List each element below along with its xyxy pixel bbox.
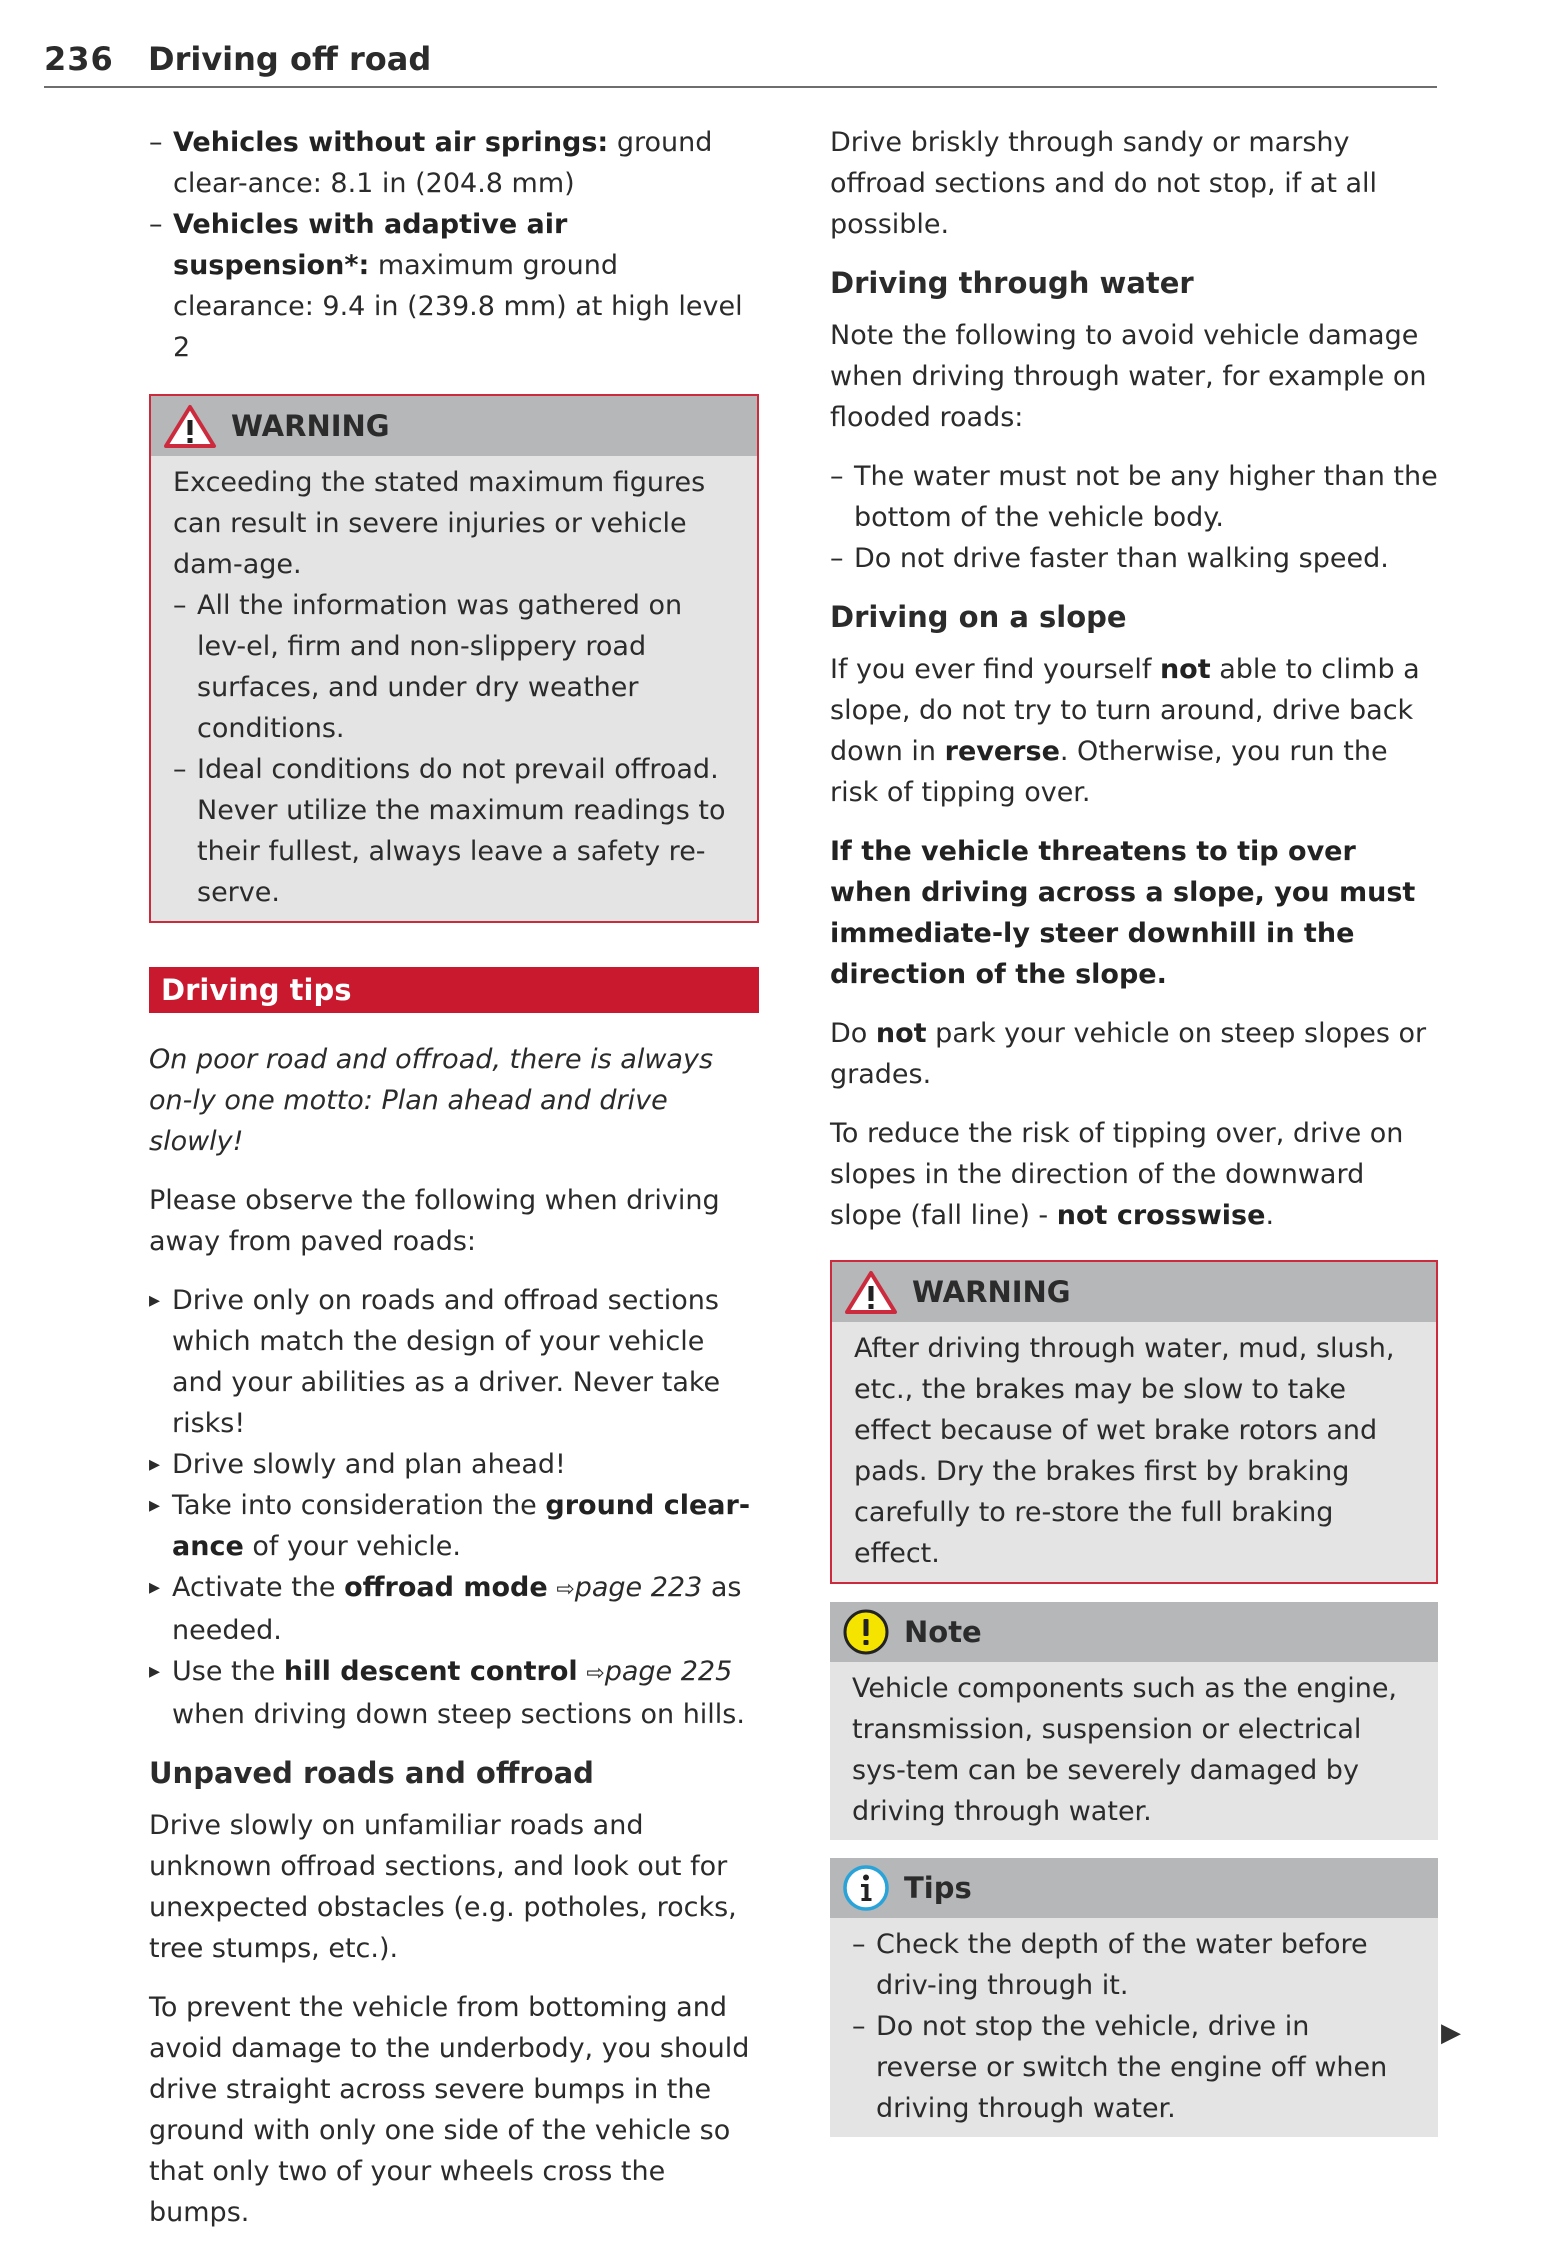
note-body: Vehicle components such as the engine, transmission, suspension or electrical sys-tem can be severely damaged by driving through water. [852,1673,1398,1827]
warning-box [830,1260,1438,1584]
observe-intro: Please observe the following when driving away from paved roads: [149,1185,720,1257]
list-item: – Check the depth of the water before driv-ing through it. [852,1924,1418,2006]
warning-header [832,1262,1436,1322]
tips-body [830,1918,1438,2137]
slope-paragraph: If you ever find yourself not able to climb a slope, do not try to turn around, drive back down in reverse. Otherwise, you run the risk of tipping over. [830,654,1420,808]
tips-box [830,1858,1438,2137]
warning-title: WARNING [231,408,390,443]
section-title: Driving off road [148,40,432,78]
page-reference[interactable]: page 225 [604,1656,733,1687]
warning-triangle-icon [844,1269,898,1315]
unpaved-heading: Unpaved roads and offroad [149,1756,594,1790]
warning-intro: Exceeding the stated maximum figures can result in severe injuries or vehicle dam-age. [173,467,706,580]
warning-list [173,585,737,913]
slope-heading: Driving on a slope [830,600,1127,634]
unpaved-paragraph: Drive slowly on unfamiliar roads and unknown offroad sections, and look out for unexpected obstacles (e.g. potholes, rocks, tree stumps, etc.). [149,1810,737,1964]
list-item: – Vehicles without air springs: ground clear-ance: 8.1 in (204.8 mm) [149,122,759,204]
info-circle-icon [842,1864,890,1912]
warning-body: After driving through water, mud, slush, etc., the brakes may be slow to take effect because of wet brake rotors and pads. Dry the brakes first by braking carefully to re-store the full braking effect. [854,1333,1395,1569]
sandy-paragraph: Drive briskly through sandy or marshy offroad sections and do not stop, if at all possible. [830,127,1378,240]
tips-title: Tips [904,1870,972,1905]
list-item: ▸ Drive slowly and plan ahead! [149,1444,759,1485]
fall-line-paragraph: To reduce the risk of tipping over, drive on slopes in the direction of the downward slope (fall line) - not crosswise. [830,1118,1404,1231]
water-intro: Note the following to avoid vehicle damage when driving through water, for example on flooded roads: [830,320,1427,433]
exclamation-circle-icon [842,1608,890,1656]
water-list [830,456,1438,579]
list-item: – All the information was gathered on lev-el, firm and non-slippery road surfaces, and under dry weather conditions. [173,585,737,749]
left-column [149,122,759,2251]
water-heading: Driving through water [830,266,1194,300]
list-item: – Ideal conditions do not prevail offroad. Never utilize the maximum readings to their fullest, always leave a safety re-serve. [173,749,737,913]
driving-bullets [149,1280,759,1735]
list-item: ▸ Activate the offroad mode ⇨page 223 as needed. [149,1567,759,1651]
warning-box [149,394,759,923]
list-item: – Do not stop the vehicle, drive in reverse or switch the engine off when driving through water. [852,2006,1418,2129]
tip-over-paragraph: If the vehicle threatens to tip over when driving across a slope, you must immediate-ly steer downhill in the direction of the slope. [830,836,1416,990]
page-number: 236 [44,40,114,78]
arrow-right-icon: ⇨ [586,1661,605,1686]
list-item: ▸ Drive only on roads and offroad sections which match the design of your vehicle and your abilities as a driver. Never take risks! [149,1280,759,1444]
clearance-list [149,122,759,368]
warning-title: WARNING [912,1274,1071,1309]
note-box [830,1602,1438,1840]
page-reference[interactable]: page 223 [574,1572,703,1603]
note-title: Note [904,1614,982,1649]
motto: On poor road and offroad, there is always on-ly one motto: Plan ahead and drive slowly! [149,1044,714,1157]
list-item: – Vehicles with adaptive air suspension*: maximum ground clearance: 9.4 in (239.8 mm) at high level 2 [149,204,759,368]
page-header [44,36,1437,88]
driving-tips-heading: Driving tips [149,967,759,1013]
list-item: ▸ Take into consideration the ground clear-ance of your vehicle. [149,1485,759,1567]
list-item: ▸ Use the hill descent control ⇨page 225 when driving down steep sections on hills. [149,1651,759,1735]
warning-body [151,456,757,921]
play-triangle-icon[interactable]: ▶ [1441,2018,1461,2048]
bottoming-paragraph: To prevent the vehicle from bottoming and avoid damage to the underbody, you should drive straight across severe bumps in the ground with only one side of the vehicle so that only two of your wheels cross the bumps. [149,1992,750,2228]
note-header [830,1602,1438,1662]
right-column [830,122,1438,2163]
warning-triangle-icon [163,403,217,449]
list-item: – Do not drive faster than walking speed. [830,538,1438,579]
arrow-right-icon: ⇨ [556,1577,575,1602]
list-item: – The water must not be any higher than the bottom of the vehicle body. [830,456,1438,538]
tips-header [830,1858,1438,1918]
parking-paragraph: Do not park your vehicle on steep slopes or grades. [830,1018,1427,1090]
warning-header [151,396,757,456]
